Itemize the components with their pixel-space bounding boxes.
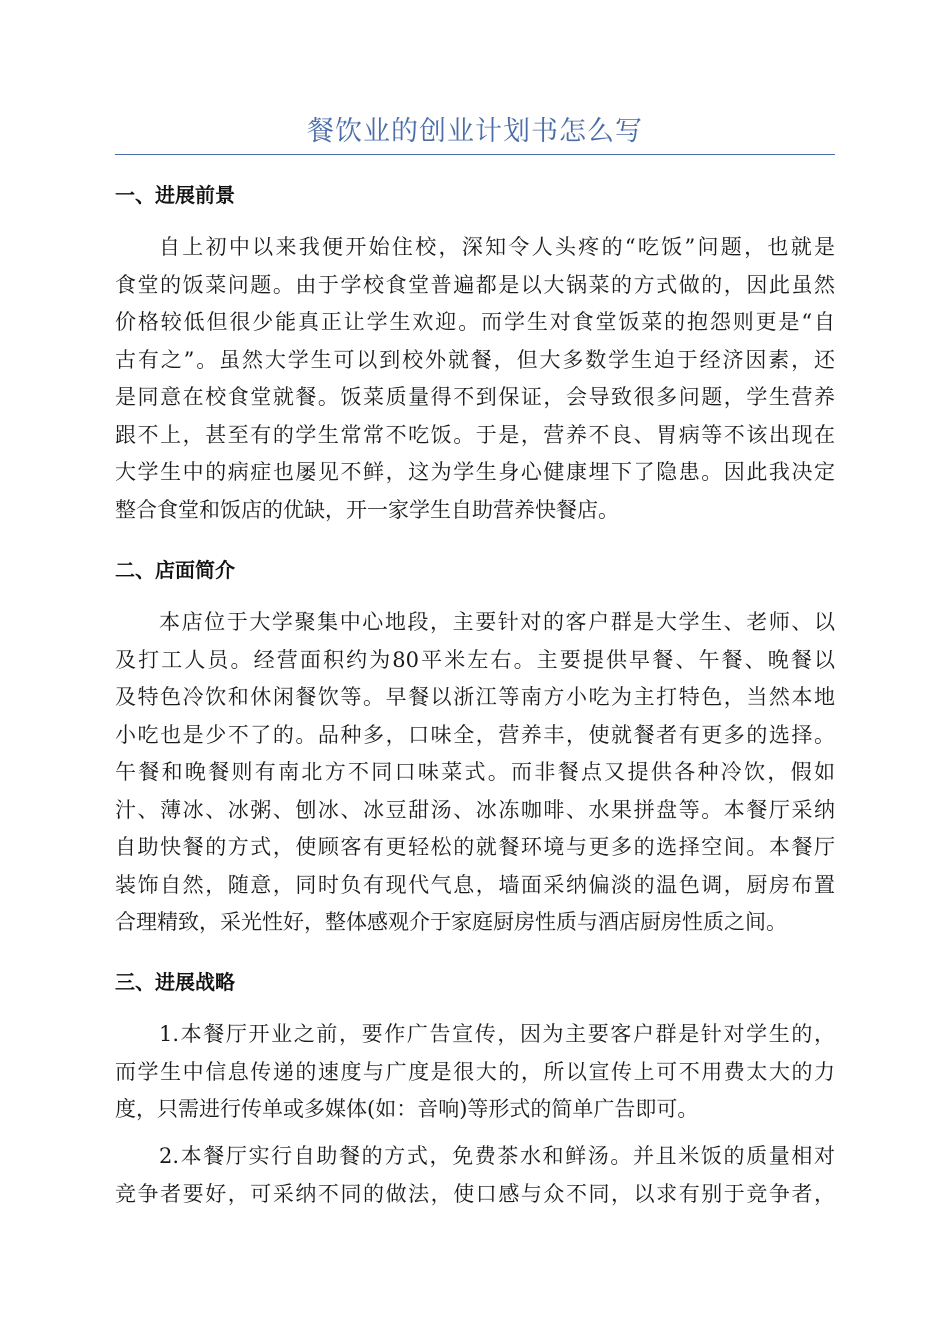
paragraph-line: 及特色冷饮和休闲餐饮等。早餐以浙江等南方小吃为主打特色，当然本地 <box>115 685 835 709</box>
paragraph-line: 大学生中的病症也屡见不鲜，这为学生身心健康埋下了隐患。因此我决定 <box>115 460 835 484</box>
paragraph-line: 自上初中以来我便开始住校，深知令人头疼的“吃饭”问题，也就是 <box>159 235 835 259</box>
paragraph-line: 汁、薄冰、冰粥、刨冰、冰豆甜汤、冰冻咖啡、水果拼盘等。本餐厅采纳 <box>115 797 835 822</box>
paragraph-line: 整合食堂和饭店的优缺，开一家学生自助营养快餐店。 <box>115 497 619 522</box>
paragraph-line: 小吃也是少不了的。品种多，口味全，营养丰，使就餐者有更多的选择。 <box>115 722 835 747</box>
paragraph-line: 食堂的饭菜问题。由于学校食堂普遍都是以大锅菜的方式做的，因此虽然 <box>115 272 835 297</box>
paragraph-line: 价格较低但很少能真正让学生欢迎。而学生对食堂饭菜的抱怨则更是“自 <box>115 310 835 334</box>
paragraph-line: 古有之”。虽然大学生可以到校外就餐，但大多数学生迫于经济因素，还 <box>115 347 835 372</box>
section-heading-2: 二、店面简介 <box>115 558 235 582</box>
section-3-paragraph-2 <box>115 1138 835 1213</box>
paragraph-line: 2.本餐厅实行自助餐的方式，免费茶水和鲜汤。并且米饭的质量相对 <box>159 1144 835 1168</box>
paragraph-line: 而学生中信息传递的速度与广度是很大的，所以宣传上可不用费太大的力 <box>115 1059 835 1084</box>
section-heading-1: 一、进展前景 <box>115 183 235 207</box>
paragraph-line: 本店位于大学聚集中心地段，主要针对的客户群是大学生、老师、以 <box>159 610 835 634</box>
paragraph-line: 装饰自然，随意，同时负有现代气息，墙面采纳偏淡的温色调，厨房布置 <box>115 872 835 897</box>
section-2-paragraph-1 <box>115 604 835 942</box>
paragraph-line: 及打工人员。经营面积约为80平米左右。主要提供早餐、午餐、晚餐以 <box>115 647 835 672</box>
paragraph-line: 是同意在校食堂就餐。饭菜质量得不到保证，会导致很多问题，学生营养 <box>115 385 835 409</box>
paragraph-line: 1.本餐厅开业之前，要作广告宣传，因为主要客户群是针对学生的， <box>159 1022 835 1046</box>
paragraph-line: 竞争者要好，可采纳不同的做法，使口感与众不同，以求有别于竞争者， <box>115 1181 835 1206</box>
section-3-paragraph-1 <box>115 1016 835 1129</box>
paragraph-line: 合理精致，采光性好，整体感观介于家庭厨房性质与酒店厨房性质之间。 <box>115 910 787 934</box>
document-title: 餐饮业的创业计划书怎么写 <box>307 116 643 147</box>
paragraph-line: 午餐和晚餐则有南北方不同口味菜式。而非餐点又提供各种冷饮，假如 <box>115 760 835 784</box>
title-underline <box>115 154 835 155</box>
paragraph-line: 跟不上，甚至有的学生常常不吃饭。于是，营养不良、胃病等不该出现在 <box>115 422 835 447</box>
paragraph-line: 自助快餐的方式，使顾客有更轻松的就餐环境与更多的选择空间。本餐厅 <box>115 835 835 859</box>
section-heading-3: 三、进展战略 <box>115 970 235 994</box>
paragraph-line: 度，只需进行传单或多媒体(如：音响)等形式的简单广告即可。 <box>115 1097 699 1121</box>
section-1-paragraph-1 <box>115 229 835 529</box>
